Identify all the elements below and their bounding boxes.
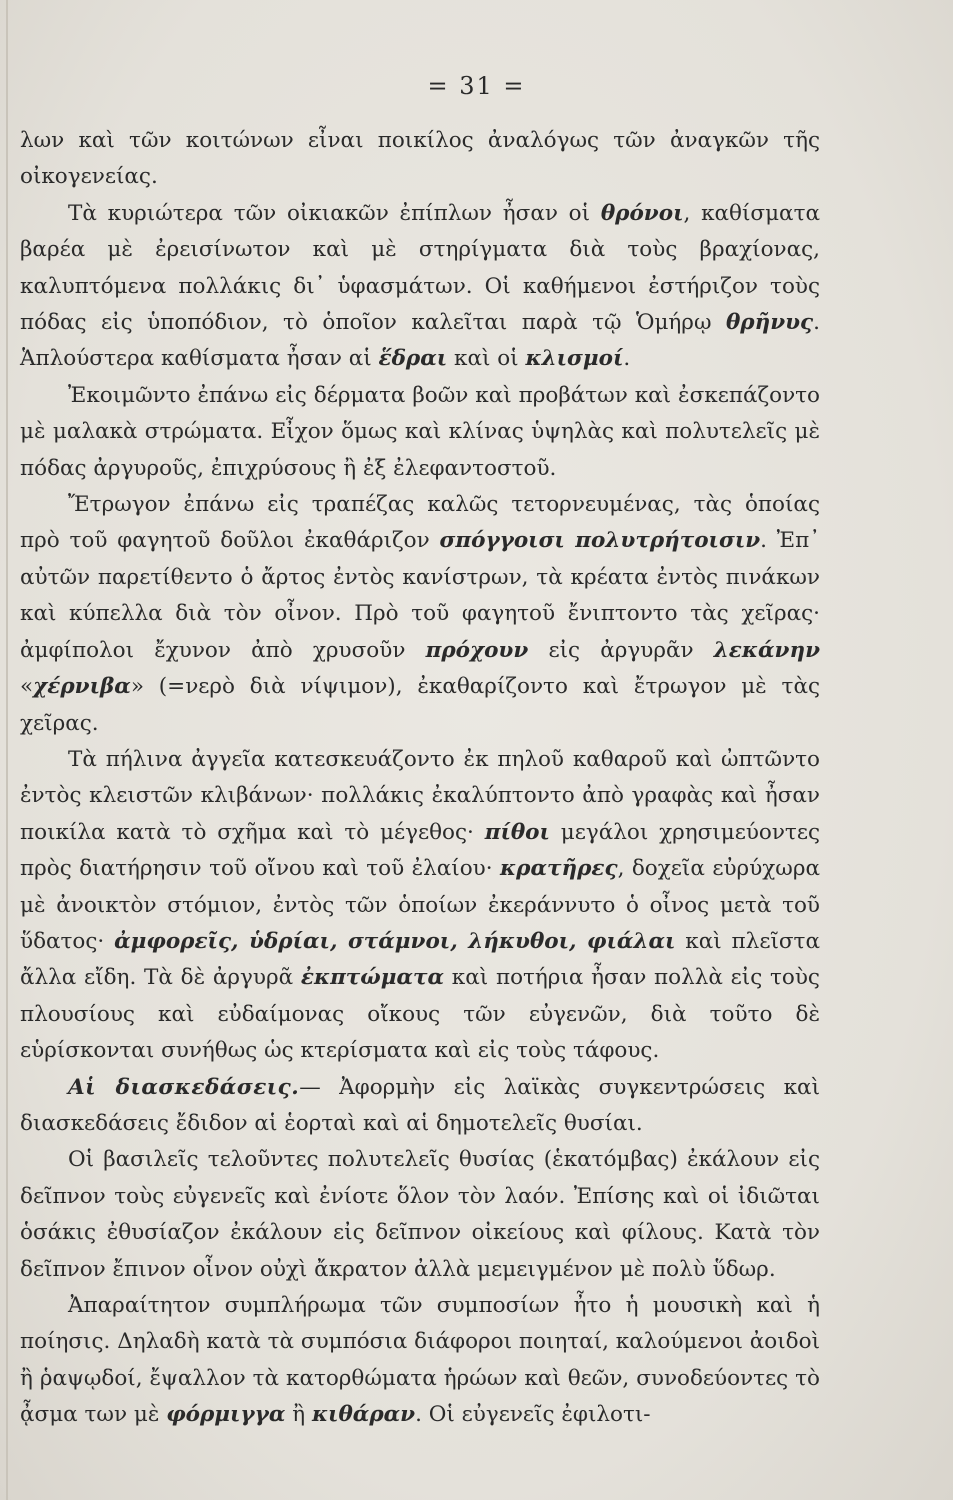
text-run: εἰς ἀργυρᾶν (528, 637, 714, 663)
text-run: ἢ (285, 1402, 312, 1428)
text-run: . (623, 346, 631, 372)
text-run: Ἐκοιμῶντο ἐπάνω εἰς δέρματα βοῶν καὶ προβάτων καὶ ἐσκεπάζοντο μὲ μαλακὰ στρώματα. Εἶχον ὅμως καὶ κλίνας ὑψηλὰς καὶ πολυτελεῖς μὲ πόδας ἀργυροῦς, ἐπιχρύσους ἢ ἐξ ἐλεφαντοστοῦ. (20, 382, 820, 481)
emphasized-term: ἀμφορεῖς, ὑδρίαι, στάμνοι, λήκυθοι, φιάλαι (114, 928, 676, 954)
emphasized-term: ἐκπτώματα (300, 965, 445, 991)
paragraph (20, 1288, 820, 1434)
text-run: Ἀπαραίτητον συμπλήρωμα τῶν συμποσίων ἦτο ἡ μουσικὴ καὶ ἡ ποίησις. Δηλαδὴ κατὰ τὰ συμπόσια διάφοροι ποιηταί, καλούμενοι ἀοιδοὶ ἢ ῥαψῳδοί, ἔψαλλον τὰ κατορθώματα ἡρώων καὶ θεῶν, συνοδεύοντες τὸ ᾆσμα των μὲ (20, 1293, 820, 1428)
emphasized-term: πίθοι (484, 819, 550, 845)
text-run: , δοχεῖα εὐρύχωρα μὲ ἀνοικτὸν στόμιον, ἐντὸς τῶν ὁποίων ἐκεράννυτο ὁ οἶνος μετὰ τοῦ ὕδατος· (20, 856, 820, 954)
text-run: καὶ ποτήρια ἦσαν πολλὰ εἰς τοὺς πλουσίους καὶ εὐδαίμονας οἴκους τῶν εὐγενῶν, διὰ τοῦτο δὲ εὑρίσκονται συνήθως ὡς κτερίσματα καὶ εἰς τοὺς τάφους. (20, 965, 820, 1064)
text-run: , καθίσματα βαρέα μὲ ἐρεισίνωτον καὶ μὲ στηρίγματα διὰ τοὺς βραχίονας, καλυπτόμενα πολλάκις δι᾽ ὑφασμάτων. Οἱ καθήμενοι ἐστήριζον τοὺς πόδας εἰς ὑποπόδιον, τὸ ὁποῖον καλεῖται παρὰ τῷ Ὁμήρῳ (20, 200, 820, 336)
paragraph (20, 742, 820, 1070)
body-text (20, 123, 820, 1434)
paragraph (20, 487, 820, 742)
text-run: « (20, 674, 34, 700)
emphasized-term: φόρμιγγα (166, 1402, 286, 1428)
text-run: καὶ οἱ (447, 346, 526, 372)
paragraph (20, 1070, 820, 1143)
emphasized-term: χέρνιβα (33, 674, 131, 700)
text-run: — Ἀφορμὴν εἰς λαϊκὰς συγκεντρώσεις καὶ διασκεδάσεις ἔδιδον αἱ ἑορταὶ καὶ αἱ δημοτελεῖς θυσίαι. (20, 1074, 820, 1136)
text-run: » (=νερὸ διὰ νίψιμον), ἐκαθαρίζοντο καὶ ἔτρωγον μὲ τὰς χεῖρας. (20, 674, 820, 736)
page-spine-edge (6, 0, 8, 1500)
paragraph (20, 1142, 820, 1288)
emphasized-term: θρῆνυς (725, 310, 814, 336)
paragraph (20, 378, 820, 487)
emphasized-term: κρατῆρες (500, 856, 618, 882)
text-run: . Οἱ εὐγενεῖς ἐφιλοτι- (415, 1402, 651, 1428)
emphasized-term: ἕδραι (378, 346, 448, 372)
text-run: λων καὶ τῶν κοιτώνων εἶναι ποικίλος ἀναλόγως τῶν ἀναγκῶν τῆς οἰκογενείας. (20, 128, 820, 190)
text-run: μεγάλοι χρησιμεύοντες πρὸς διατήρησιν τοῦ οἴνου καὶ τοῦ ἐλαίου· (20, 819, 821, 882)
text-run: Τὰ πήλινα ἀγγεῖα κατεσκευάζοντο ἐκ πηλοῦ καθαροῦ καὶ ὠπτῶντο ἐντὸς κλειστῶν κλιβάνων· πολλάκις ἐκαλύπτοντο ἀπὸ γραφὰς καὶ ἦσαν ποικίλα κατὰ τὸ σχῆμα καὶ τὸ μέγεθος· (20, 746, 820, 845)
emphasized-term: κλισμοί (525, 346, 624, 372)
paragraph (20, 123, 820, 196)
emphasized-term: κιθάραν (311, 1402, 416, 1428)
paragraph (20, 196, 820, 378)
page-number: = 31 = (427, 72, 526, 100)
text-run: Τὰ κυριώτερα τῶν οἰκιακῶν ἐπίπλων ἦσαν οἱ (68, 200, 601, 226)
emphasized-term: πρόχουν (425, 637, 529, 663)
text-run: . Ἁπλούστερα καθίσματα ἦσαν αἱ (20, 310, 820, 372)
text-run: Οἱ βασιλεῖς τελοῦντες πολυτελεῖς θυσίας (ἑκατόμβας) ἐκάλουν εἰς δεῖπνον τοὺς εὐγενεῖς καὶ ἐνίοτε ὅλον τὸν λαόν. Ἐπίσης καὶ οἱ ἰδιῶται ὁσάκις ἐθυσίαζον ἐκάλουν εἰς δεῖπνον οἰκείους καὶ φίλους. Κατὰ τὸν δεῖπνον ἔπινον οἶνον οὐχὶ ἄκρατον ἀλλὰ μεμειγμένον μὲ πολὺ ὕδωρ. (20, 1147, 820, 1282)
text-run: καὶ πλεῖστα ἄλλα εἴδη. Τὰ δὲ ἀργυρᾶ (20, 928, 820, 991)
emphasized-term: θρόνοι (600, 200, 684, 226)
emphasized-term: λεκάνην (713, 637, 821, 663)
text-run: Ἔτρωγον ἐπάνω εἰς τραπέζας καλῶς τετορνευμένας, τὰς ὁποίας πρὸ τοῦ φαγητοῦ δοῦλοι ἐκαθάριζον (20, 492, 820, 554)
section-heading: Αἱ διασκεδάσεις. (68, 1074, 300, 1100)
emphasized-term: σπόγγοισι πολυτρήτοισιν (439, 528, 761, 554)
text-run: . Ἐπ᾽ αὐτῶν παρετίθεντο ὁ ἄρτος ἐντὸς κανίστρων, τὰ κρέατα ἐντὸς πινάκων καὶ κύπελλα διὰ τὸν οἶνον. Πρὸ τοῦ φαγητοῦ ἔνιπτοντο τὰς χεῖρας· ἀμφίπολοι ἔχυνον ἀπὸ χρυσοῦν (20, 528, 820, 663)
